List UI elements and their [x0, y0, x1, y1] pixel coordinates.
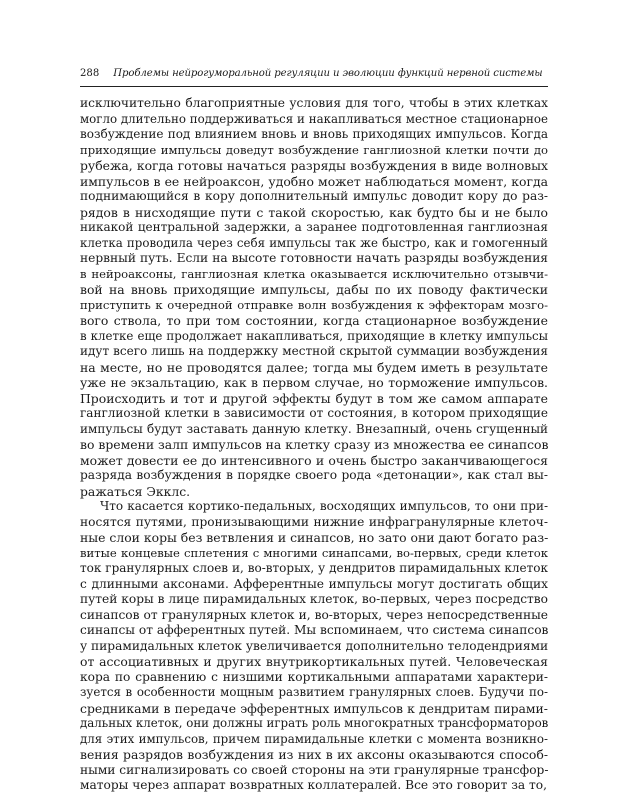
paragraph [80, 96, 548, 499]
text-line: импульсы будут заставать данную клетку. Внезапный, очень сгущенный [80, 421, 548, 436]
text-line: ными сигнализировать со своей стороны на эти гранулярные трансфор- [80, 762, 548, 777]
body-text [80, 96, 548, 794]
text-line: витые концевые сплетения с многими синапсами, во-первых, среди клеток [80, 545, 548, 560]
running-title: Проблемы нейрогуморальной регуляции и эволюции функций нервной системы [113, 68, 543, 79]
text-line: на месте, но не проводятся далее; тогда мы будем иметь в результате [80, 359, 548, 375]
running-head [80, 68, 548, 79]
text-line: возбуждение под влиянием вновь и вновь приходящих импульсов. Когда [80, 127, 548, 141]
text-line: уже не экзальтацию, как в первом случае, но торможение импульсов. [80, 375, 548, 390]
paragraph [80, 499, 548, 794]
text-line: идут всего лишь на поддержку местной скрытой суммации возбуждения [80, 344, 548, 358]
text-line: в нейроаксоны, ганглиозная клетка оказывается исключительно отзывчи- [80, 266, 548, 281]
text-line: рядов в нисходящие пути с такой скоростью, как будто бы и не было [80, 204, 548, 220]
text-line: в клетке еще продолжает накапливаться, приходящие в клетку импульсы [80, 328, 548, 343]
text-line: Происходить и тот и другой эффекты будут в том же самом аппарате [80, 390, 548, 406]
text-line: маторы через аппарат возвратных коллатералей. Все это говорит за то, [80, 778, 547, 792]
page-number: 288 [80, 68, 100, 79]
text-line: разряда возбуждения в порядке своего рода «детонации», как стал вы- [80, 468, 548, 482]
text-line: ганглиозной клетки в зависимости от состояния, в котором приходящие [80, 406, 548, 420]
text-line: с длинными аксонами. Афферентные импульсы могут достигать общих [80, 576, 548, 591]
text-line: приходящие импульсы доведут возбуждение ганглиозной клетки почти до [80, 142, 548, 157]
text-line: зуется в особенности мощным развитием гранулярных слоев. Будучи по- [80, 685, 548, 699]
text-line: кора по сравнению с низшими кортикальными аппаратами характери- [80, 669, 548, 684]
text-line: клетка проводила через себя импульсы так же быстро, как и гомогенный [80, 235, 548, 250]
text-line: приступить к очередной отправке волн возбуждения к эффекторам мозго- [80, 297, 548, 312]
text-line: у пирамидальных клеток увеличивается дополнительно телодендриями [80, 638, 548, 653]
text-line: могло длительно поддерживаться и накапливаться местное стационарное [80, 111, 548, 126]
text-line: вого ствола, то при том состоянии, когда стационарное возбуждение [80, 313, 548, 328]
text-line: средниками в передаче эфферентных импульсов к дендритам пирами- [80, 700, 548, 716]
text-line: вой на вновь приходящие импульсы, дабы по их поводу фактически [80, 282, 548, 297]
text-line: исключительно благоприятные условия для того, чтобы в этих клетках [80, 96, 548, 110]
text-line: носятся путями, пронизывающими нижние инфрагранулярные клеточ- [80, 514, 548, 529]
text-line: во времени залп импульсов на клетку сразу из множества ее синапсов [80, 437, 548, 452]
text-line: синапсов от гранулярных клеток и, во-вторых, через непосредственные [80, 607, 548, 622]
text-line: рубежа, когда готовы начаться разряды возбуждения в виде волновых [80, 158, 548, 173]
text-line: ток гранулярных слоев и, во-вторых, у дендритов пирамидальных клеток [80, 561, 548, 575]
text-line: вения разрядов возбуждения из них в их аксоны оказываются способ- [80, 747, 548, 762]
text-line: никакой центральной задержки, а заранее подготовленная ганглиозная [80, 220, 548, 234]
text-line: дальных клеток, они должны играть роль многократных трансформаторов [80, 716, 548, 730]
text-line: поднимающийся в кору дополнительный импульс доводит кору до раз- [80, 189, 548, 203]
text-line: может довести ее до интенсивного и очень быстро заканчивающегося [80, 452, 548, 468]
text-line: для этих импульсов, причем пирамидальные клетки с момента возникно- [80, 731, 548, 746]
text-line: путей коры в лице пирамидальных клеток, во-первых, через посредство [80, 592, 548, 606]
text-line: от ассоциативных и других внутрикортикальных путей. Человеческая [80, 654, 548, 669]
text-line: синапсы от афферентных путей. Мы вспоминаем, что система синапсов [80, 623, 548, 637]
text-line: нервный путь. Если на высоте готовности начать разряды возбуждения [80, 251, 548, 265]
text-line: Что касается кортико-педальных, восходящих импульсов, то они при- [100, 499, 548, 513]
text-line: импульсов в ее нейроаксон, удобно может наблюдаться момент, когда [80, 173, 548, 189]
text-line: ные слои коры без ветвления и синапсов, но зато они дают богато раз- [80, 530, 548, 545]
text-line: ражаться Экклс. [80, 483, 191, 499]
header-rule [80, 86, 548, 87]
